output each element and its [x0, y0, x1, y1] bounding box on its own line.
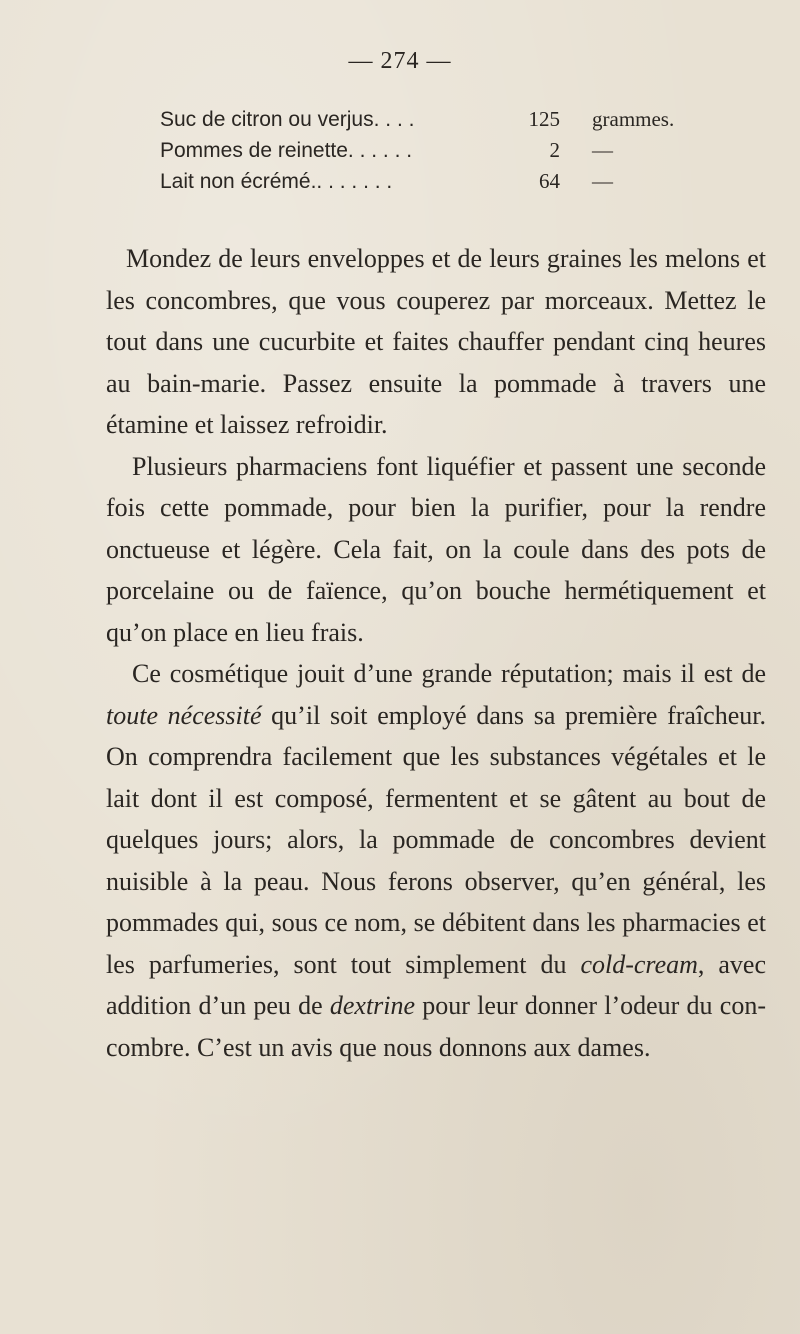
emphasis-text: toute nécessité	[106, 700, 262, 730]
ingredient-unit: grammes.	[592, 107, 675, 131]
ingredient-quantity: 2	[549, 138, 560, 162]
ingredient-row	[160, 166, 680, 197]
paragraph: Plusieurs pharmaciens font liquéfier et passent une seconde fois cette pommade, pour bien la purifier, pour la rendre onctueuse et légère. Cela fait, on la coule dans des pots de porcelaine ou de faïence, qu’on bouche hermétiquement et qu’on place en lieu frais.	[106, 451, 766, 647]
ingredient-row	[160, 104, 680, 135]
paragraph-text: pour leur donner l’odeur du concombre. C’est un avis que nous donnons aux dames.	[106, 991, 767, 1062]
emphasis-text: cold-cream	[580, 949, 698, 979]
page-number: — 274 —	[348, 48, 452, 74]
body-text	[106, 238, 766, 1068]
ingredient-name: Pommes de reinette. . . . . .	[160, 139, 413, 162]
paragraph	[106, 653, 766, 1068]
paragraph-text: qu’il soit employé dans sa première fraîcheur. On comprendra facilement que les substances végétales et le lait dont il est composé, fermentent et se gâtent au bout de quelques jours; alors, la pommade de concombres devient nuisible à la peau. Nous ferons observer, qu’en général, les pommades qui, sous ce nom, se débitent dans les pharmacies et les parfumeries, sont tout simplement du	[106, 700, 766, 979]
ingredient-unit: —	[592, 169, 613, 193]
ingredient-quantity: 125	[528, 107, 560, 131]
ingredient-row	[160, 135, 680, 166]
ingredient-name: Lait non écrémé.. . . . . . .	[160, 170, 393, 193]
ingredient-list	[160, 104, 680, 197]
paragraph-text: Ce cosmétique jouit d’une grande réputation; mais il est de	[132, 659, 766, 688]
ingredient-quantity: 64	[539, 169, 560, 193]
ingredient-unit: —	[592, 138, 613, 162]
ingredient-name: Suc de citron ou verjus. . . .	[160, 108, 415, 131]
paragraph-text: , avec addition d’un peu de	[106, 949, 766, 1020]
emphasis-text: dextrine	[329, 991, 416, 1020]
paragraph: Mondez de leurs enveloppes et de leurs graines les melons et les concombres, que vous couperez par morceaux. Mettez le tout dans une cucurbite et faites chauffer pendant cinq heures au bain-marie. Passez ensuite la pommade à travers une étamine et laissez refroidir.	[106, 244, 766, 439]
